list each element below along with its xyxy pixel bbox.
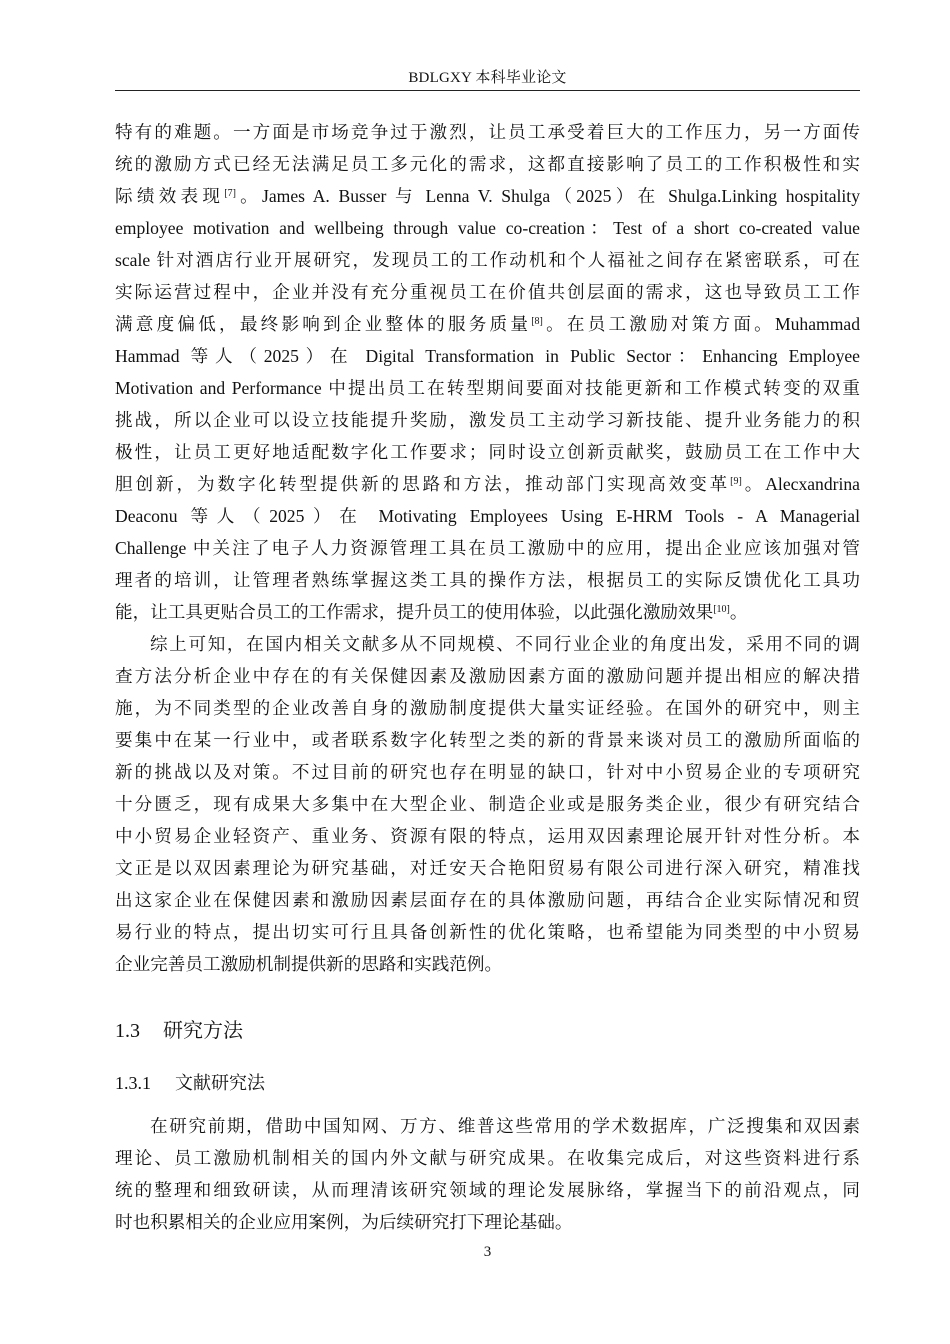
section-title: 研究方法: [163, 1020, 243, 1042]
text-line: [115, 212, 860, 244]
line-text: 理者的培训，让管理者熟练掌握这类工具的操作方法，根据员工的实际反馈优化工具功: [115, 570, 860, 590]
text-line: [115, 500, 860, 532]
text-line: [115, 244, 860, 276]
line-text: 胆创新，为数字化转型提供新的思路和方法，推动部门实现高效变革: [115, 474, 731, 494]
text-line: 在研究前期，借助中国知网、万方、维普这些常用的学术数据库，广泛搜集和双因素: [150, 1116, 860, 1136]
line-text: 挑战，所以企业可以设立技能提升奖励，激发员工主动学习新技能、提升业务能力的积: [115, 410, 860, 430]
text-line: [115, 404, 860, 436]
line-text: 极性，让员工更好地适配数字化工作要求；同时设立创新贡献奖，鼓励员工在工作中大: [115, 442, 860, 462]
text-line: 时也积累相关的企业应用案例，为后续研究打下理论基础。: [115, 1212, 573, 1232]
section-heading: [115, 1016, 243, 1046]
line-text: Hammad 等人（2025）在 Digital Transformation in Public Sector：Enhancing Employee: [115, 346, 860, 366]
text-line: [115, 372, 860, 404]
line-text: 统的激励方式已经无法满足员工多元化的需求，这都直接影响了员工的工作积极性和实: [115, 154, 860, 174]
text-line: [115, 340, 860, 372]
text-line: [115, 276, 860, 308]
line-text: scale 针对酒店行业开展研究，发现员工的工作动机和个人福祉之间存在紧密联系，可在: [115, 250, 860, 270]
text-line: [115, 148, 860, 180]
subsection-heading: [115, 1069, 265, 1097]
text-line: 出这家企业在保健因素和激励因素层面存在的具体激励问题，再结合企业实际情况和贸: [115, 890, 860, 910]
line-text: Challenge 中关注了电子人力资源管理工具在员工激励中的应用，提出企业应该加强对管: [115, 538, 860, 558]
text-line: 统的整理和细致研读，从而理清该研究领域的理论发展脉络，掌握当下的前沿观点，同: [115, 1180, 860, 1200]
text-line: 查方法分析企业中存在的有关保健因素及激励因素方面的激励问题并提出相应的解决措: [115, 666, 860, 686]
text-line: 新的挑战以及对策。不过目前的研究也存在明显的缺口，针对中小贸易企业的专项研究: [115, 762, 860, 782]
line-text: 特有的难题。一方面是市场竞争过于激烈，让员工承受着巨大的工作压力，另一方面传: [115, 122, 860, 142]
section-number: 1.3: [115, 1020, 140, 1042]
subsection-number: 1.3.1: [115, 1073, 151, 1093]
citation-ref: [9]: [730, 476, 742, 487]
text-line: 企业完善员工激励机制提供新的思路和实践范例。: [115, 954, 503, 974]
page-number: 3: [483, 1244, 492, 1260]
line-text: 。: [729, 602, 748, 622]
line-text: 。James A. Busser 与 Lenna V. Shulga（2025）在 Shulga.Linking hospitality: [235, 186, 860, 206]
text-line: [115, 436, 860, 468]
line-text: Deaconu 等人（2025）在 Motivating Employees Using E-HRM Tools - A Managerial: [115, 506, 860, 526]
text-line: 综上可知，在国内相关文献多从不同规模、不同行业企业的角度出发，采用不同的调: [150, 634, 860, 654]
citation-ref: [10]: [713, 604, 730, 615]
citation-ref: [7]: [224, 188, 236, 199]
text-line: 文正是以双因素理论为研究基础，对迁安天合艳阳贸易有限公司进行深入研究，精准找: [115, 858, 860, 878]
citation-ref: [8]: [531, 316, 543, 327]
running-header: BDLGXY 本科毕业论文: [408, 70, 567, 86]
line-text: 。在员工激励对策方面。Muhammad: [542, 314, 860, 334]
text-line: [115, 116, 860, 148]
text-line: 易行业的特点，提出切实可行且具备创新性的优化策略，也希望能为同类型的中小贸易: [115, 922, 860, 942]
header-rule: [115, 90, 860, 91]
text-line: 十分匮乏，现有成果大多集中在大型企业、制造企业或是服务类企业，很少有研究结合: [115, 794, 860, 814]
text-line: [115, 468, 860, 500]
line-text: employee motivation and wellbeing through value co-creation：Test of a short co-created value: [115, 218, 860, 238]
text-line: 理论、员工激励机制相关的国内外文献与研究成果。在收集完成后，对这些资料进行系: [115, 1148, 860, 1168]
line-text: 实际运营过程中，企业并没有充分重视员工在价值共创层面的需求，这也导致员工工作: [115, 282, 860, 302]
text-line: 要集中在某一行业中，或者联系数字化转型之类的新的背景来谈对员工的激励所面临的: [115, 730, 860, 750]
line-text: 。Alecxandrina: [741, 474, 860, 494]
text-line: [115, 532, 860, 564]
text-line: [115, 596, 860, 628]
text-line: [115, 308, 860, 340]
text-line: 中小贸易企业轻资产、重业务、资源有限的特点，运用双因素理论展开针对性分析。本: [115, 826, 860, 846]
text-line: [115, 180, 860, 212]
text-line: 施，为不同类型的企业改善自身的激励制度提供大量实证经验。在国外的研究中，则主: [115, 698, 860, 718]
text-line: [115, 564, 860, 596]
line-text: 能，让工具更贴合员工的工作需求，提升员工的使用体验，以此强化激励效果: [115, 602, 714, 622]
line-text: 际绩效表现: [115, 186, 225, 206]
line-text: Motivation and Performance 中提出员工在转型期间要面对技能更新和工作模式转变的双重: [115, 378, 860, 398]
line-text: 满意度偏低，最终影响到企业整体的服务质量: [115, 314, 532, 334]
subsection-title: 文献研究法: [175, 1073, 265, 1093]
